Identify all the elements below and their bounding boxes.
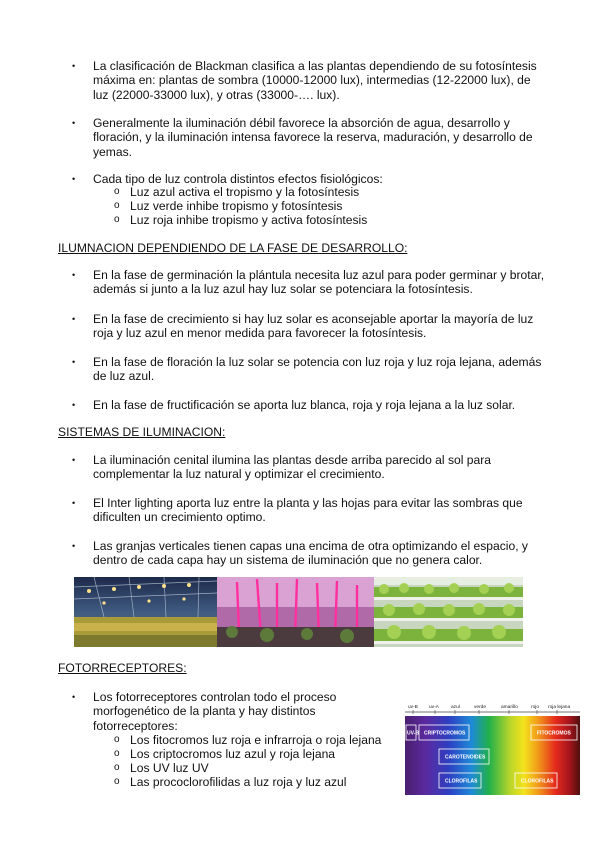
band-azul-label: azul — [451, 705, 460, 710]
bullet-dot: • — [72, 118, 76, 128]
bullet-dot: • — [72, 357, 76, 367]
photoreceptor-spectrum — [405, 703, 580, 795]
clorofilas-label-1: CLOROFILAS — [445, 778, 478, 785]
sub-bullet: o — [114, 748, 120, 759]
sub-bullet: o — [114, 776, 120, 787]
bullet-text: Los fotorreceptores controlan todo el proceso morfogenético de la planta y hay distintos fotorreceptores: — [93, 690, 337, 733]
heading-fotorreceptores: FOTORRECEPTORES: — [58, 661, 187, 675]
sub-bullet: o — [114, 762, 120, 773]
list-item: Las prococlorofilidas a luz roja y luz azul — [130, 775, 347, 789]
sub-bullet: o — [114, 214, 120, 225]
bullet-dot: • — [72, 61, 76, 71]
bullet-text: Generalmente la iluminación débil favorece la absorción de agua, desarrollo y floración, y la iluminación intensa favorece la reserva, maduración, y desarrollo de yemas. — [93, 116, 533, 159]
list-item: Los criptocromos luz azul y roja lejana — [130, 747, 336, 761]
bullet-text: La iluminación cenital ilumina las plantas desde arriba parecido al sol para complementar la luz natural y optimizar el crecimiento. — [93, 453, 491, 482]
bullet-text: En la fase de floración la luz solar se potencia con luz roja y luz roja lejana, además de luz azul. — [93, 355, 542, 384]
criptocromos-label: CRIPTOCROMOS — [424, 730, 466, 737]
bullet-dot: • — [72, 541, 76, 551]
heading-sistemas: SISTEMAS DE ILUMINACION: — [58, 425, 226, 439]
list-item: Luz verde inhibe tropismo y fotosíntesis — [130, 199, 343, 213]
bullet-dot: • — [72, 692, 76, 702]
band-rojo-label: rojo — [531, 705, 539, 710]
band-uvb-label: uv-B — [408, 705, 418, 710]
bullet-dot: • — [72, 270, 76, 280]
band-amarillo-label: amarillo — [501, 705, 518, 710]
band-roja-lejana-label: roja lejana — [548, 705, 571, 710]
sub-bullet: o — [114, 186, 120, 197]
band-uva-label: uv-A — [429, 705, 439, 710]
carotenoides-label: CAROTENOIDES — [445, 754, 486, 761]
bullet-text: En la fase de fructificación se aporta luz blanca, roja y roja lejana a la luz solar. — [93, 398, 516, 412]
bullet-dot: • — [72, 314, 76, 324]
led-greenhouse-photo — [217, 577, 374, 647]
greenhouse-photo — [74, 577, 217, 647]
clorofilas-label-2: CLOROFILAS — [521, 778, 554, 785]
bullet-dot: • — [72, 455, 76, 465]
bullet-dot: • — [72, 400, 76, 410]
list-item: Luz roja inhibe tropismo y activa fotosíntesis — [130, 213, 368, 227]
sub-bullet: o — [114, 200, 120, 211]
heading-fase: ILUMNACION DEPENDIENDO DE LA FASE DE DESARROLLO: — [58, 241, 408, 255]
list-item: Los UV luz UV — [130, 761, 209, 775]
bullet-text: En la fase de crecimiento si hay luz solar es aconsejable aportar la mayoría de luz roja y luz azul en menor medida para favorecer la fotosíntesis. — [93, 312, 534, 341]
list-item: Luz azul activa el tropismo y la fotosíntesis — [130, 185, 360, 199]
bullet-text: En la fase de germinación la plántula necesita luz azul para poder germinar y brotar, además si junto a la luz azul hay luz solar se potenciara la fotosíntesis. — [93, 268, 545, 297]
sub-bullet: o — [114, 734, 120, 745]
uvb-box-label: UV-B — [407, 730, 419, 737]
vertical-farm-photo — [374, 577, 523, 647]
bullet-text: La clasificación de Blackman clasifica a las plantas dependiendo de su fotosíntesis máxima en: plantas de sombra (10000-12000 lux), intermedias (12-22000 lux), de luz (22000-33000 lux), y otras (33000-…. lux). — [93, 59, 537, 102]
fitocromos-label: FITOCROMOS — [537, 730, 571, 737]
bullet-dot: • — [72, 174, 76, 184]
bullet-text: Las granjas verticales tienen capas una encima de otra optimizando el espacio, y dentro de cada capa hay un sistema de iluminación que no genera calor. — [93, 539, 528, 568]
list-item: Los fitocromos luz roja e infrarroja o roja lejana — [130, 733, 382, 747]
bullet-text: Cada tipo de luz controla distintos efectos fisiológicos: — [93, 172, 383, 186]
bullet-dot: • — [72, 498, 76, 508]
bullet-text: El Inter lighting aporta luz entre la planta y las hojas para evitar las sombras que dificulten un crecimiento optimo. — [93, 496, 523, 525]
band-verde-label: verde — [474, 705, 486, 710]
